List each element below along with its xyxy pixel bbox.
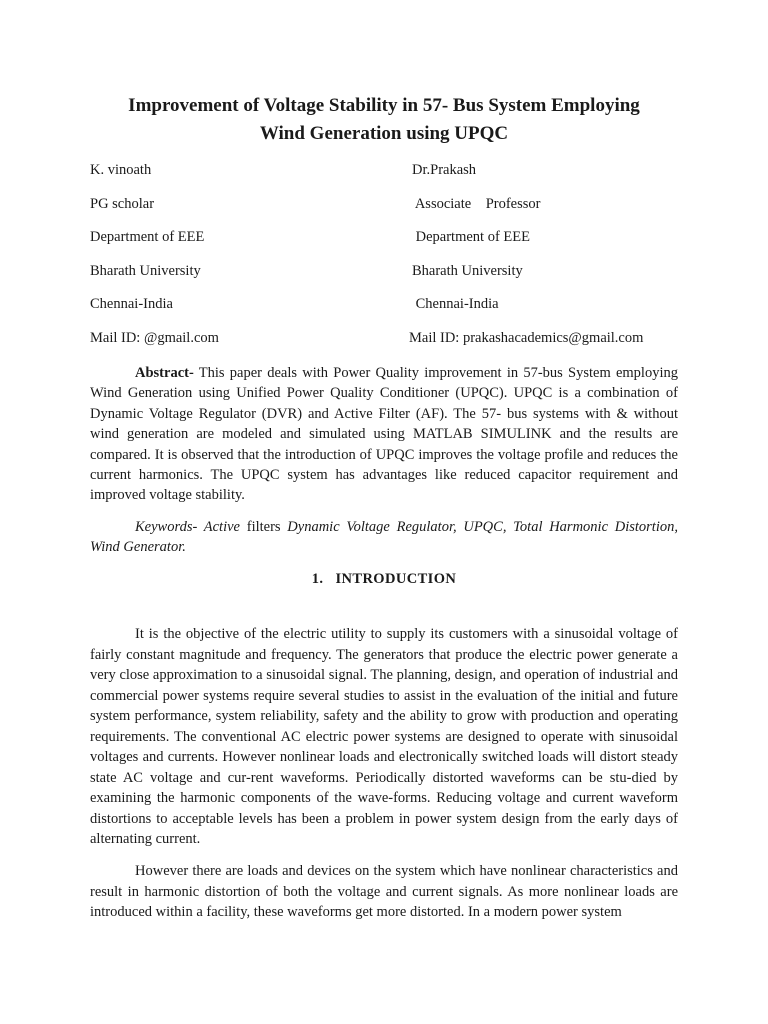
author-location: Chennai-India <box>90 296 173 312</box>
keywords-label: Keywords- Active <box>135 519 240 535</box>
abstract-text: This paper deals with Power Quality improvement in 57-bus System employing Wind Generation using Unified Power Quality Conditioner (UPQC). UPQC is a combination of Dynamic Voltage Regulator (DVR) and Active Filter (AF). The 57- bus systems with & without wind generation are modeled and simulated using MATLAB SIMULINK and the results are compared. It is observed that the introduction of UPQC improves the voltage profile and reduces the current harmonics. The UPQC system has advantages like reduced capacitor requirement and improved voltage stability. <box>90 365 678 504</box>
author-department: Department of EEE <box>412 229 530 245</box>
author-mail: Mail ID: @gmail.com <box>90 329 219 346</box>
author-role: PG scholar <box>90 195 155 212</box>
author-university: Bharath University <box>90 262 201 279</box>
keywords-text: Dynamic Voltage Regulator, UPQC, Total Harmonic Distortion, Wind Generator. <box>90 519 678 556</box>
author-location: Chennai-India <box>412 296 499 312</box>
author-name: Dr.Prakash <box>412 162 477 178</box>
intro-paragraph-1: It is the objective of the electric utility to supply its customers with a sinusoidal voltage of fairly constant magnitude and frequency. The generators that produce the electric power generate a very close approximation to a sinusoidal signal. The planning, design, and operation of industrial and commercial power systems require several studies to assist in the evaluation of the initial and future system performance, system reliability, safety and the ability to grow with production and operating requirements. The conventional AC electric power systems are designed to operate with sinusoidal voltages and currents. However nonlinear loads and electronically switched loads will distort steady state AC voltage and cur-rent waveforms. Periodically distorted waveforms can be stu-died by examining the harmonic components of the wave-forms. Reducing voltage and current waveform distortions to acceptable levels has been a problem in power system design from the early days of alternating current. <box>90 626 678 847</box>
author-university: Bharath University <box>412 262 523 279</box>
intro-paragraph-2: However there are loads and devices on the system which have nonlinear characteristics and result in harmonic distortion of both the voltage and current signals. As more nonlinear loads are introduced within a facility, these waveforms get more distorted. In a modern power system <box>90 863 678 920</box>
paper-title <box>60 92 708 148</box>
section-heading: 1. INTRODUCTION <box>311 571 457 587</box>
author-name: K. vinoath <box>90 162 152 178</box>
abstract <box>90 363 678 506</box>
keywords <box>90 517 678 558</box>
title-line-1: Improvement of Voltage Stability in 57- Bus System Employing <box>128 95 640 116</box>
title-line-2: Wind Generation using UPQC <box>259 123 509 144</box>
author-department: Department of EEE <box>90 229 205 245</box>
author-block-right <box>409 160 712 361</box>
abstract-label: Abstract- <box>135 365 194 381</box>
author-block-left <box>90 160 390 361</box>
keywords-mid: filters <box>240 519 288 535</box>
author-role: Associate Professor <box>412 195 541 212</box>
author-mail: Mail ID: prakashacademics@gmail.com <box>409 329 644 346</box>
